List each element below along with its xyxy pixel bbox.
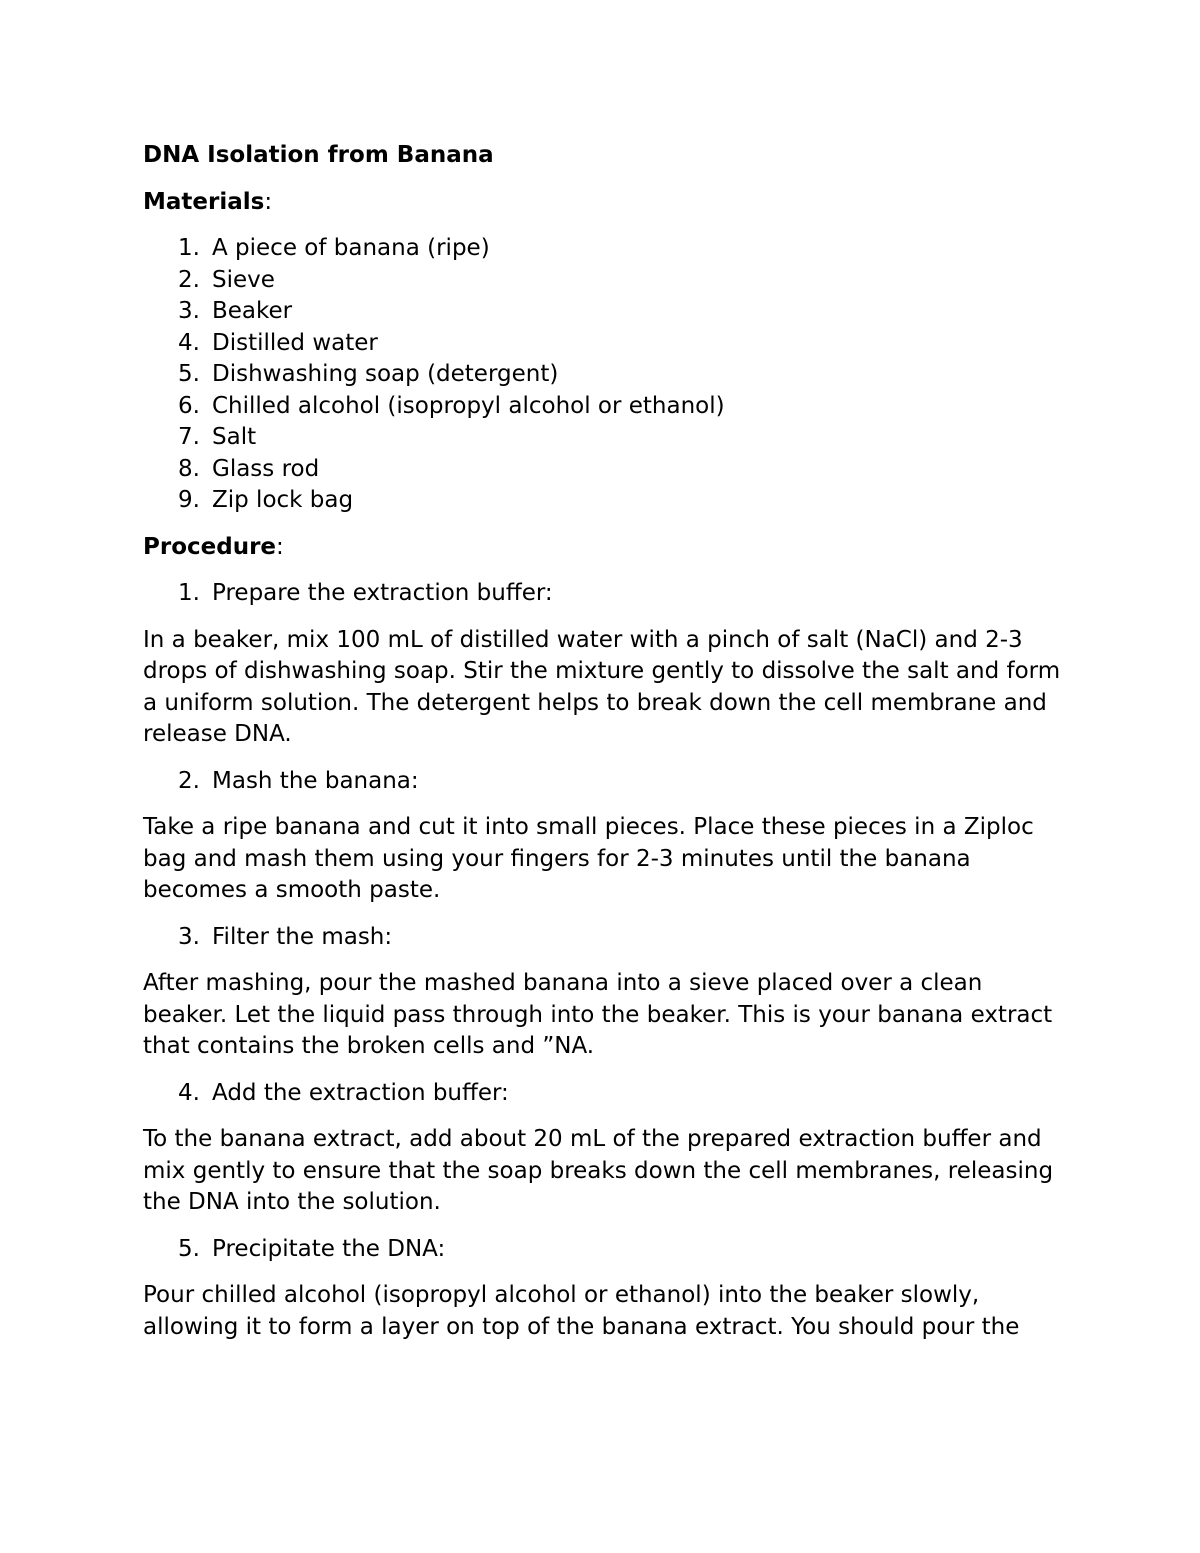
step-heading-text: Prepare the extraction buffer: [212, 580, 553, 606]
list-item-text: Glass rod [212, 455, 320, 482]
materials-heading [143, 187, 1073, 219]
list-item [143, 485, 1073, 517]
list-item-text: Beaker [212, 298, 293, 324]
step-number: 3. [178, 923, 200, 950]
list-item-text: Chilled alcohol (isopropyl alcohol or ethanol) [212, 392, 725, 419]
list-item-text: Salt [212, 424, 257, 450]
procedure-step-body: To the banana extract, add about 20 mL of the prepared extraction buffer and mix gently to ensure that the soap breaks down the cell membranes, releasing the DNA into the solution. [143, 1126, 1054, 1215]
list-item-number: 2. [178, 266, 200, 293]
procedure-heading [143, 532, 1073, 564]
procedure-step-body: In a beaker, mix 100 mL of distilled water with a pinch of salt (NaCl) and 2-3 drops of dishwashing soap. Stir the mixture gently to dissolve the salt and form a uniform solution. The detergent helps to break down the cell membrane and release DNA. [143, 626, 1061, 747]
list-item-number: 7. [178, 424, 200, 450]
list-item [143, 391, 1073, 423]
materials-heading-colon: : [264, 188, 273, 215]
list-item [143, 454, 1073, 486]
list-item-number: 5. [178, 361, 200, 387]
list-item-number: 8. [178, 455, 200, 482]
step-heading-text: Filter the mash: [212, 923, 393, 950]
procedure-step-body: Take a ripe banana and cut it into small pieces. Place these pieces in a Ziploc bag and mash them using your fingers for 2-3 minutes until the banana becomes a smooth paste. [143, 814, 1034, 903]
procedure-step-heading [143, 578, 1073, 610]
list-item-text: Zip lock bag [212, 487, 354, 513]
list-item-text: Dishwashing soap (detergent) [212, 361, 559, 387]
list-item-text: Distilled water [212, 329, 378, 356]
document-title: DNA Isolation from Banana [143, 142, 494, 168]
procedure-step-heading [143, 1078, 1073, 1110]
list-item [143, 233, 1073, 265]
step-number: 1. [178, 580, 200, 606]
step-heading-text: Mash the banana: [212, 767, 419, 794]
step-number: 2. [178, 767, 200, 794]
procedure-step-heading [143, 1234, 1073, 1266]
materials-list [143, 233, 1073, 517]
list-item [143, 328, 1073, 360]
procedure-step-body: Pour chilled alcohol (isopropyl alcohol or ethanol) into the beaker slowly, allowing it to form a layer on top of the banana extract. You should pour the [143, 1282, 1020, 1340]
list-item-number: 6. [178, 392, 200, 419]
procedure-step-body: After mashing, pour the mashed banana into a sieve placed over a clean beaker. Let the liquid pass through into the beaker. This is your banana extract that contains the broken cells and ”NA. [143, 970, 1053, 1059]
procedure-heading-label: Procedure [143, 533, 277, 560]
list-item [143, 422, 1073, 454]
list-item-text: A piece of banana (ripe) [212, 235, 490, 261]
list-item-number: 4. [178, 329, 200, 356]
list-item [143, 296, 1073, 328]
materials-heading-label: Materials [143, 188, 265, 215]
procedure-step-heading [143, 922, 1073, 954]
list-item-number: 9. [178, 487, 200, 513]
step-heading-text: Add the extraction buffer: [212, 1079, 509, 1106]
list-item [143, 359, 1073, 391]
procedure-step-heading [143, 766, 1073, 798]
document-page [143, 140, 1073, 1358]
list-item-number: 1. [178, 235, 200, 261]
step-number: 4. [178, 1079, 200, 1106]
step-heading-text: Precipitate the DNA: [212, 1235, 446, 1262]
step-number: 5. [178, 1235, 200, 1262]
list-item [143, 265, 1073, 297]
procedure-heading-colon: : [276, 533, 284, 560]
list-item-number: 3. [178, 298, 200, 324]
list-item-text: Sieve [212, 266, 275, 293]
